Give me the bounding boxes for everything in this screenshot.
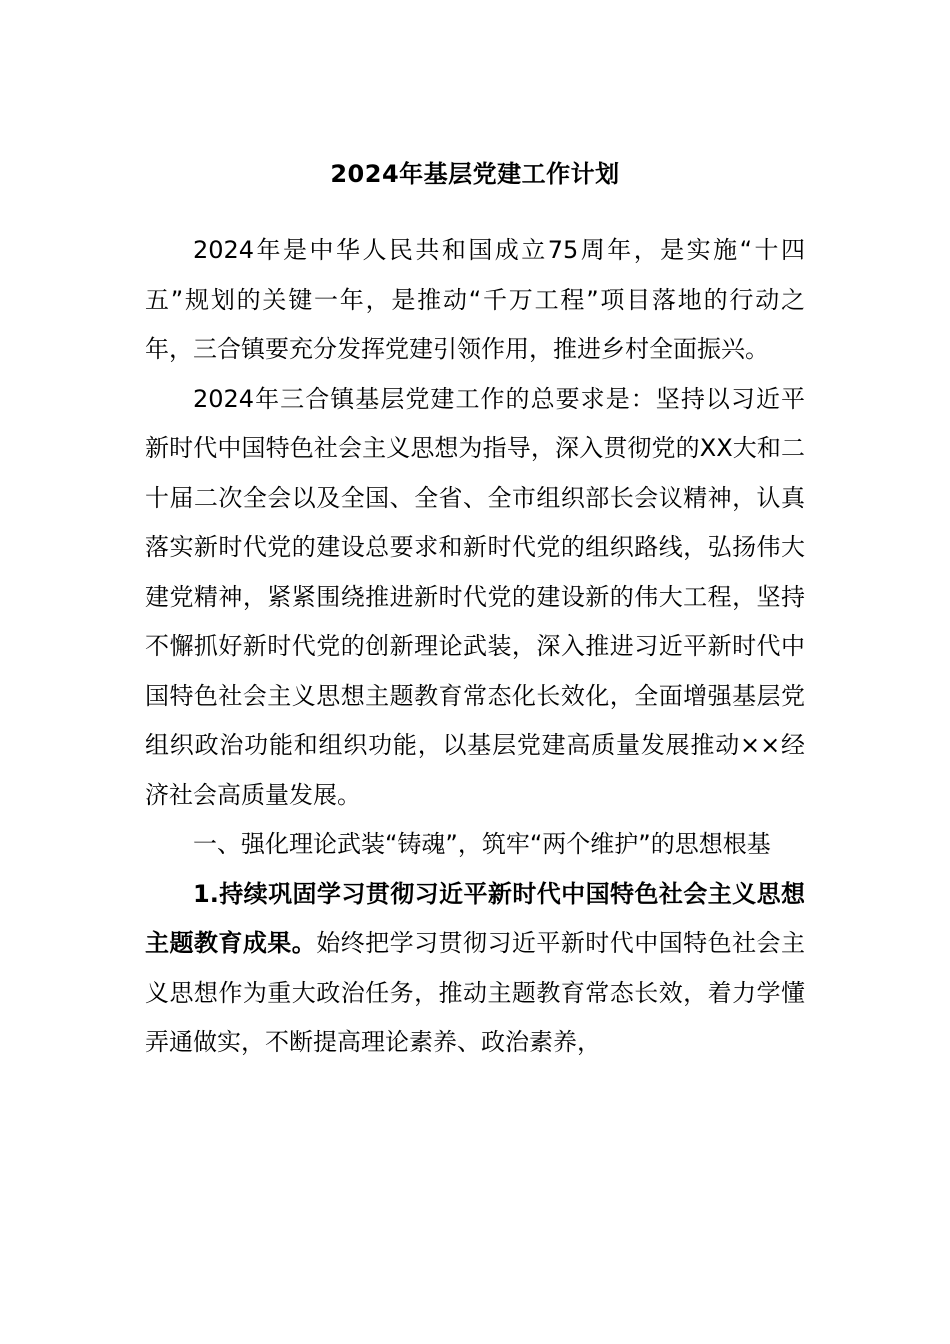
section-heading-one: 一、强化理论武装“铸魂”，筑牢“两个维护”的思想根基 bbox=[193, 830, 771, 858]
requirements-paragraph: 2024年三合镇基层党建工作的总要求是：坚持以习近平新时代中国特色社会主义思想为指导，深入贯彻党的XX大和二十届二次全会以及全国、全省、全市组织部长会议精神，认真落实新时代党的建设总要求和新时代党的组织路线，弘扬伟大建党精神，紧紧围绕推进新时代党的建设新的伟大工程，坚持不懈抓好新时代党的创新理论武装，深入推进习近平新时代中国特色社会主义思想主题教育常态化长效化，全面增强基层党组织政治功能和组织功能，以基层党建高质量发展推动××经济社会高质量发展。 bbox=[145, 384, 805, 809]
document-body bbox=[145, 226, 805, 1068]
intro-paragraph: 2024年是中华人民共和国成立75周年，是实施“十四五”规划的关键一年，是推动“千万工程”项目落地的行动之年，三合镇要充分发挥党建引领作用，推进乡村全面振兴。 bbox=[145, 236, 805, 363]
item-one-text: 始终把学习贯彻习近平新时代中国特色社会主义思想作为重大政治任务，推动主题教育常态长效，着力学懂弄通做实，不断提高理论素养、政治素养， bbox=[145, 929, 806, 1056]
item-one-paragraph bbox=[145, 870, 805, 1068]
item-one-heading: 1.持续巩固学习贯彻习近平新时代中国特色社会主义思想主题教育成果。 bbox=[145, 879, 805, 957]
document-title: 2024年基层党建工作计划 bbox=[330, 160, 620, 188]
